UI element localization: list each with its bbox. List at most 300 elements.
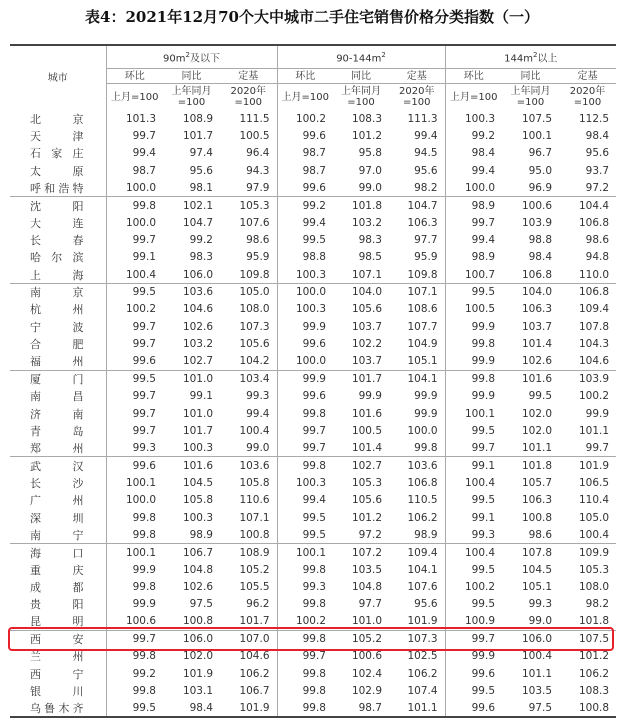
value-cell: 99.6 xyxy=(277,388,333,405)
value-cell: 101.0 xyxy=(182,373,213,386)
table-row xyxy=(10,509,616,526)
value-cell: 101.3 xyxy=(106,110,163,127)
value-cell: 99.9 xyxy=(277,318,333,335)
value-cell: 99.5 xyxy=(528,390,553,403)
table-row xyxy=(10,578,616,595)
value-cell: 99.3 xyxy=(106,440,163,457)
value-cell: 94.3 xyxy=(246,164,270,177)
value-cell: 101.1 xyxy=(521,667,553,680)
value-cell: 99.2 xyxy=(277,197,333,214)
value-cell: 106.8 xyxy=(578,286,610,299)
table-row xyxy=(10,630,616,647)
value-cell: 100.6 xyxy=(351,650,382,663)
value-cell: 104.8 xyxy=(351,580,382,593)
city-cell: 太原 xyxy=(10,162,106,179)
value-cell: 101.9 xyxy=(220,700,277,717)
value-cell: 106.3 xyxy=(521,494,553,507)
value-cell: 104.8 xyxy=(182,563,213,576)
value-cell: 97.2 xyxy=(559,179,616,196)
value-cell: 104.6 xyxy=(239,650,270,663)
value-cell: 97.4 xyxy=(189,147,213,160)
value-cell: 101.9 xyxy=(389,613,445,630)
base-header: 上年同月=100 xyxy=(341,86,381,108)
value-cell: 99.7 xyxy=(106,318,163,335)
base-header: 上年同月=100 xyxy=(171,86,212,108)
city-cell: 银川 xyxy=(10,682,106,699)
value-cell: 103.7 xyxy=(333,353,389,370)
value-cell: 99.8 xyxy=(277,457,333,474)
group-header-small: $90m^2$及以下 xyxy=(106,45,277,69)
value-cell: 97.9 xyxy=(220,179,277,196)
value-cell: 99.9 xyxy=(445,648,502,665)
value-cell: 99.4 xyxy=(246,407,270,420)
value-cell: 107.1 xyxy=(333,266,389,283)
value-cell: 99.7 xyxy=(106,422,163,439)
value-cell: 100.9 xyxy=(445,613,502,630)
value-cell: 102.2 xyxy=(351,338,382,351)
value-cell: 99.3 xyxy=(445,526,502,543)
value-cell: 100.8 xyxy=(521,511,553,524)
value-cell: 100.8 xyxy=(559,700,616,717)
value-cell: 102.6 xyxy=(182,580,213,593)
value-cell: 105.8 xyxy=(182,494,213,507)
value-cell: 97.7 xyxy=(414,234,438,247)
value-cell: 95.0 xyxy=(528,164,553,177)
value-cell: 98.4 xyxy=(163,700,220,717)
city-cell: 武汉 xyxy=(10,457,106,474)
value-cell: 99.8 xyxy=(277,700,333,717)
value-cell: 103.5 xyxy=(351,563,382,576)
metric-header: 同比 xyxy=(163,69,220,84)
city-cell: 海口 xyxy=(10,544,106,561)
value-cell: 101.2 xyxy=(578,650,610,663)
value-cell: 110.0 xyxy=(559,266,616,283)
city-cell: 石家庄 xyxy=(10,145,106,162)
value-cell: 99.6 xyxy=(445,700,502,717)
value-cell: 101.6 xyxy=(351,407,382,420)
value-cell: 104.2 xyxy=(220,353,277,370)
city-cell: 厦门 xyxy=(10,370,106,387)
value-cell: 98.4 xyxy=(585,130,610,143)
table-row xyxy=(10,249,616,266)
value-cell: 99.4 xyxy=(445,231,502,248)
value-cell: 98.4 xyxy=(528,251,553,264)
city-cell: 沈阳 xyxy=(10,197,106,214)
table-title: 表4：2021年12月70个大中城市二手住宅销售价格分类指数（一） xyxy=(85,8,539,26)
metric-header: 环比 xyxy=(106,69,163,84)
table-row xyxy=(10,145,616,162)
value-cell: 99.1 xyxy=(445,457,502,474)
value-cell: 95.6 xyxy=(414,598,438,611)
value-cell: 99.7 xyxy=(106,388,163,405)
value-cell: 103.9 xyxy=(578,373,610,386)
value-cell: 102.1 xyxy=(182,199,213,212)
value-cell: 99.0 xyxy=(333,179,389,196)
value-cell: 102.7 xyxy=(351,459,382,472)
value-cell: 99.7 xyxy=(445,214,502,231)
value-cell: 99.8 xyxy=(277,665,333,682)
value-cell: 100.0 xyxy=(407,424,438,437)
value-cell: 103.6 xyxy=(239,459,270,472)
table-row xyxy=(10,474,616,491)
price-index-table xyxy=(10,44,616,718)
group-header-medium: $90-144m^2$ xyxy=(277,45,445,69)
value-cell: 102.5 xyxy=(407,650,438,663)
value-cell: 104.1 xyxy=(407,373,438,386)
value-cell: 100.3 xyxy=(445,110,502,127)
value-cell: 100.2 xyxy=(277,613,333,630)
metric-header: 定基 xyxy=(220,69,277,84)
table-body xyxy=(10,110,616,717)
value-cell: 99.4 xyxy=(277,492,333,509)
value-cell: 98.7 xyxy=(333,700,389,717)
city-cell: 长沙 xyxy=(10,474,106,491)
value-cell: 100.0 xyxy=(106,214,163,231)
metric-header: 定基 xyxy=(559,69,616,84)
value-cell: 103.2 xyxy=(351,216,382,229)
value-cell: 98.9 xyxy=(445,249,502,266)
value-cell: 104.0 xyxy=(351,286,382,299)
value-cell: 98.8 xyxy=(277,249,333,266)
value-cell: 100.3 xyxy=(163,440,220,457)
value-cell: 99.5 xyxy=(106,283,163,300)
value-cell: 97.7 xyxy=(358,598,382,611)
value-cell: 99.5 xyxy=(445,492,502,509)
value-cell: 99.5 xyxy=(445,682,502,699)
value-cell: 99.9 xyxy=(277,370,333,387)
value-cell: 101.2 xyxy=(351,511,382,524)
value-cell: 95.8 xyxy=(358,147,382,160)
value-cell: 99.5 xyxy=(277,231,333,248)
value-cell: 99.8 xyxy=(445,370,502,387)
value-cell: 99.2 xyxy=(445,127,502,144)
value-cell: 99.8 xyxy=(106,509,163,526)
value-cell: 100.1 xyxy=(106,474,163,491)
value-cell: 104.0 xyxy=(521,286,553,299)
value-cell: 101.4 xyxy=(333,440,389,457)
value-cell: 96.7 xyxy=(528,147,553,160)
table-row xyxy=(10,370,616,387)
value-cell: 107.2 xyxy=(351,546,382,559)
value-cell: 100.2 xyxy=(578,390,610,403)
value-cell: 99.5 xyxy=(277,509,333,526)
value-cell: 102.7 xyxy=(163,353,220,370)
value-cell: 109.4 xyxy=(578,303,610,316)
value-cell: 103.7 xyxy=(351,320,382,333)
value-cell: 98.6 xyxy=(502,526,559,543)
value-cell: 101.8 xyxy=(351,199,382,212)
value-cell: 105.1 xyxy=(389,353,445,370)
value-cell: 95.6 xyxy=(189,164,213,177)
value-cell: 104.5 xyxy=(182,476,213,489)
value-cell: 99.6 xyxy=(277,335,333,352)
city-cell: 北京 xyxy=(10,110,106,127)
value-cell: 102.9 xyxy=(351,685,382,698)
value-cell: 106.0 xyxy=(163,266,220,283)
value-cell: 101.2 xyxy=(351,130,382,143)
value-cell: 99.0 xyxy=(220,440,277,457)
value-cell: 102.0 xyxy=(521,424,553,437)
value-cell: 107.3 xyxy=(239,320,270,333)
base-header: 上月=100 xyxy=(111,91,159,103)
value-cell: 105.5 xyxy=(239,580,270,593)
value-cell: 99.9 xyxy=(414,407,438,420)
value-cell: 94.8 xyxy=(585,251,610,264)
city-cell: 合肥 xyxy=(10,335,106,352)
value-cell: 99.8 xyxy=(445,335,502,352)
value-cell: 100.5 xyxy=(239,130,270,143)
value-cell: 99.8 xyxy=(106,197,163,214)
table-row xyxy=(10,162,616,179)
value-cell: 106.7 xyxy=(239,685,270,698)
value-cell: 101.1 xyxy=(389,700,445,717)
value-cell: 100.3 xyxy=(277,474,333,491)
value-cell: 99.6 xyxy=(106,457,163,474)
value-cell: 100.6 xyxy=(521,199,553,212)
value-cell: 101.7 xyxy=(220,613,277,630)
value-cell: 104.4 xyxy=(578,199,610,212)
table-row xyxy=(10,318,616,335)
value-cell: 106.8 xyxy=(578,216,610,229)
value-cell: 106.8 xyxy=(407,476,438,489)
value-cell: 101.6 xyxy=(182,459,213,472)
table-row xyxy=(10,613,616,630)
value-cell: 107.5 xyxy=(521,112,553,125)
value-cell: 99.5 xyxy=(106,700,163,717)
value-cell: 102.4 xyxy=(351,667,382,680)
value-cell: 99.9 xyxy=(106,596,163,613)
value-cell: 97.5 xyxy=(502,700,559,717)
value-cell: 107.1 xyxy=(407,286,438,299)
value-cell: 99.7 xyxy=(277,440,333,457)
value-cell: 103.9 xyxy=(521,216,553,229)
value-cell: 100.4 xyxy=(559,526,616,543)
table-row xyxy=(10,110,616,127)
value-cell: 100.3 xyxy=(277,266,333,283)
value-cell: 101.7 xyxy=(182,130,213,143)
value-cell: 99.6 xyxy=(277,179,333,196)
value-cell: 99.4 xyxy=(106,145,163,162)
table-row xyxy=(10,301,616,318)
value-cell: 99.9 xyxy=(414,390,438,403)
value-cell: 111.3 xyxy=(407,112,438,125)
value-cell: 103.6 xyxy=(182,286,213,299)
value-cell: 99.8 xyxy=(277,405,333,422)
value-cell: 100.1 xyxy=(277,544,333,561)
base-header: 上月=100 xyxy=(277,84,333,111)
value-cell: 102.0 xyxy=(521,407,553,420)
value-cell: 99.6 xyxy=(445,665,502,682)
value-cell: 101.4 xyxy=(521,338,553,351)
table-row xyxy=(10,596,616,613)
value-cell: 99.2 xyxy=(106,665,163,682)
value-cell: 107.0 xyxy=(239,633,270,646)
table-row xyxy=(10,179,616,196)
value-cell: 100.2 xyxy=(106,301,163,318)
value-cell: 100.1 xyxy=(106,544,163,561)
value-cell: 111.5 xyxy=(239,112,270,125)
value-cell: 97.5 xyxy=(189,598,213,611)
table-row xyxy=(10,335,616,352)
city-cell: 青岛 xyxy=(10,422,106,439)
value-cell: 99.3 xyxy=(246,390,270,403)
value-cell: 96.9 xyxy=(502,179,559,196)
value-cell: 101.7 xyxy=(182,424,213,437)
value-cell: 100.4 xyxy=(521,650,553,663)
value-cell: 99.8 xyxy=(277,596,333,613)
value-cell: 100.3 xyxy=(182,511,213,524)
value-cell: 105.6 xyxy=(351,303,382,316)
metric-header: 同比 xyxy=(333,69,389,84)
city-cell: 杭州 xyxy=(10,301,106,318)
table-row xyxy=(10,388,616,405)
value-cell: 99.3 xyxy=(528,598,553,611)
city-cell: 南京 xyxy=(10,283,106,300)
value-cell: 101.9 xyxy=(182,667,213,680)
value-cell: 100.0 xyxy=(445,179,502,196)
value-cell: 106.2 xyxy=(407,667,438,680)
value-cell: 106.2 xyxy=(239,667,270,680)
value-cell: 100.5 xyxy=(445,301,502,318)
value-cell: 100.8 xyxy=(163,613,220,630)
value-cell: 107.3 xyxy=(407,633,438,646)
table-row xyxy=(10,544,616,561)
value-cell: 95.6 xyxy=(585,147,610,160)
value-cell: 103.4 xyxy=(239,373,270,386)
value-cell: 104.7 xyxy=(182,216,213,229)
value-cell: 108.3 xyxy=(351,112,382,125)
value-cell: 99.9 xyxy=(445,388,502,405)
value-cell: 100.1 xyxy=(521,130,553,143)
value-cell: 105.3 xyxy=(351,476,382,489)
value-cell: 100.4 xyxy=(239,424,270,437)
value-cell: 98.9 xyxy=(163,526,220,543)
value-cell: 101.8 xyxy=(521,459,553,472)
value-cell: 100.4 xyxy=(106,266,163,283)
city-cell: 兰州 xyxy=(10,648,106,665)
city-cell: 成都 xyxy=(10,578,106,595)
value-cell: 108.0 xyxy=(239,303,270,316)
city-cell: 昆明 xyxy=(10,613,106,630)
value-cell: 98.3 xyxy=(189,251,213,264)
value-cell: 100.4 xyxy=(445,544,502,561)
value-cell: 98.3 xyxy=(358,234,382,247)
value-cell: 108.9 xyxy=(182,112,213,125)
value-cell: 105.1 xyxy=(521,580,553,593)
value-cell: 108.0 xyxy=(578,580,610,593)
table-row xyxy=(10,648,616,665)
value-cell: 101.8 xyxy=(559,613,616,630)
table-row xyxy=(10,283,616,300)
value-cell: 105.0 xyxy=(578,511,610,524)
value-cell: 110.5 xyxy=(407,494,438,507)
value-cell: 100.5 xyxy=(351,424,382,437)
value-cell: 104.6 xyxy=(559,353,616,370)
value-cell: 103.5 xyxy=(521,685,553,698)
value-cell: 105.2 xyxy=(239,563,270,576)
value-cell: 99.2 xyxy=(189,234,213,247)
city-cell: 宁波 xyxy=(10,318,106,335)
table-row xyxy=(10,214,616,231)
value-cell: 104.5 xyxy=(521,563,553,576)
value-cell: 101.1 xyxy=(502,440,559,457)
value-cell: 108.3 xyxy=(578,685,610,698)
value-cell: 100.0 xyxy=(277,353,333,370)
value-cell: 100.6 xyxy=(106,613,163,630)
value-cell: 99.7 xyxy=(277,422,333,439)
value-cell: 105.3 xyxy=(239,199,270,212)
value-cell: 99.8 xyxy=(277,682,333,699)
value-cell: 100.7 xyxy=(445,266,502,283)
value-cell: 98.5 xyxy=(358,251,382,264)
value-cell: 103.1 xyxy=(182,685,213,698)
value-cell: 99.6 xyxy=(106,353,163,370)
value-cell: 99.5 xyxy=(445,561,502,578)
value-cell: 102.0 xyxy=(182,650,213,663)
value-cell: 101.6 xyxy=(521,373,553,386)
value-cell: 106.7 xyxy=(182,546,213,559)
value-cell: 99.9 xyxy=(358,390,382,403)
table-row xyxy=(10,526,616,543)
table-header xyxy=(10,45,616,110)
value-cell: 99.9 xyxy=(106,561,163,578)
table-row xyxy=(10,700,616,717)
value-cell: 102.6 xyxy=(182,320,213,333)
table-row xyxy=(10,440,616,457)
value-cell: 100.1 xyxy=(445,405,502,422)
value-cell: 101.1 xyxy=(578,424,610,437)
base-header: 2020年=100 xyxy=(399,86,435,108)
metric-header: 环比 xyxy=(277,69,333,84)
value-cell: 99.8 xyxy=(389,440,445,457)
value-cell: 97.0 xyxy=(358,164,382,177)
value-cell: 95.9 xyxy=(414,251,438,264)
value-cell: 99.9 xyxy=(585,407,610,420)
city-cell: 长春 xyxy=(10,231,106,248)
value-cell: 100.3 xyxy=(277,301,333,318)
value-cell: 107.8 xyxy=(578,320,610,333)
metric-header: 同比 xyxy=(502,69,559,84)
table-row xyxy=(10,422,616,439)
value-cell: 107.6 xyxy=(407,580,438,593)
city-cell: 南宁 xyxy=(10,526,106,543)
city-cell: 乌鲁木齐 xyxy=(10,700,106,717)
value-cell: 99.9 xyxy=(445,318,502,335)
table-row xyxy=(10,665,616,682)
value-cell: 105.3 xyxy=(578,563,610,576)
table-row xyxy=(10,266,616,283)
city-cell: 大连 xyxy=(10,214,106,231)
value-cell: 99.5 xyxy=(445,596,502,613)
value-cell: 99.5 xyxy=(106,370,163,387)
value-cell: 99.5 xyxy=(445,422,502,439)
value-cell: 105.6 xyxy=(239,338,270,351)
metric-header: 定基 xyxy=(389,69,445,84)
city-cell: 济南 xyxy=(10,405,106,422)
city-cell: 天津 xyxy=(10,127,106,144)
value-cell: 98.2 xyxy=(585,598,610,611)
base-header: 2020年=100 xyxy=(569,86,606,108)
table-row xyxy=(10,127,616,144)
value-cell: 109.8 xyxy=(389,266,445,283)
group-header-large: $144m^2$以上 xyxy=(445,45,616,69)
table-row xyxy=(10,682,616,699)
value-cell: 100.0 xyxy=(106,492,163,509)
value-cell: 98.6 xyxy=(585,234,610,247)
city-column-header: 城市 xyxy=(10,45,106,110)
value-cell: 107.4 xyxy=(407,685,438,698)
city-cell: 贵阳 xyxy=(10,596,106,613)
